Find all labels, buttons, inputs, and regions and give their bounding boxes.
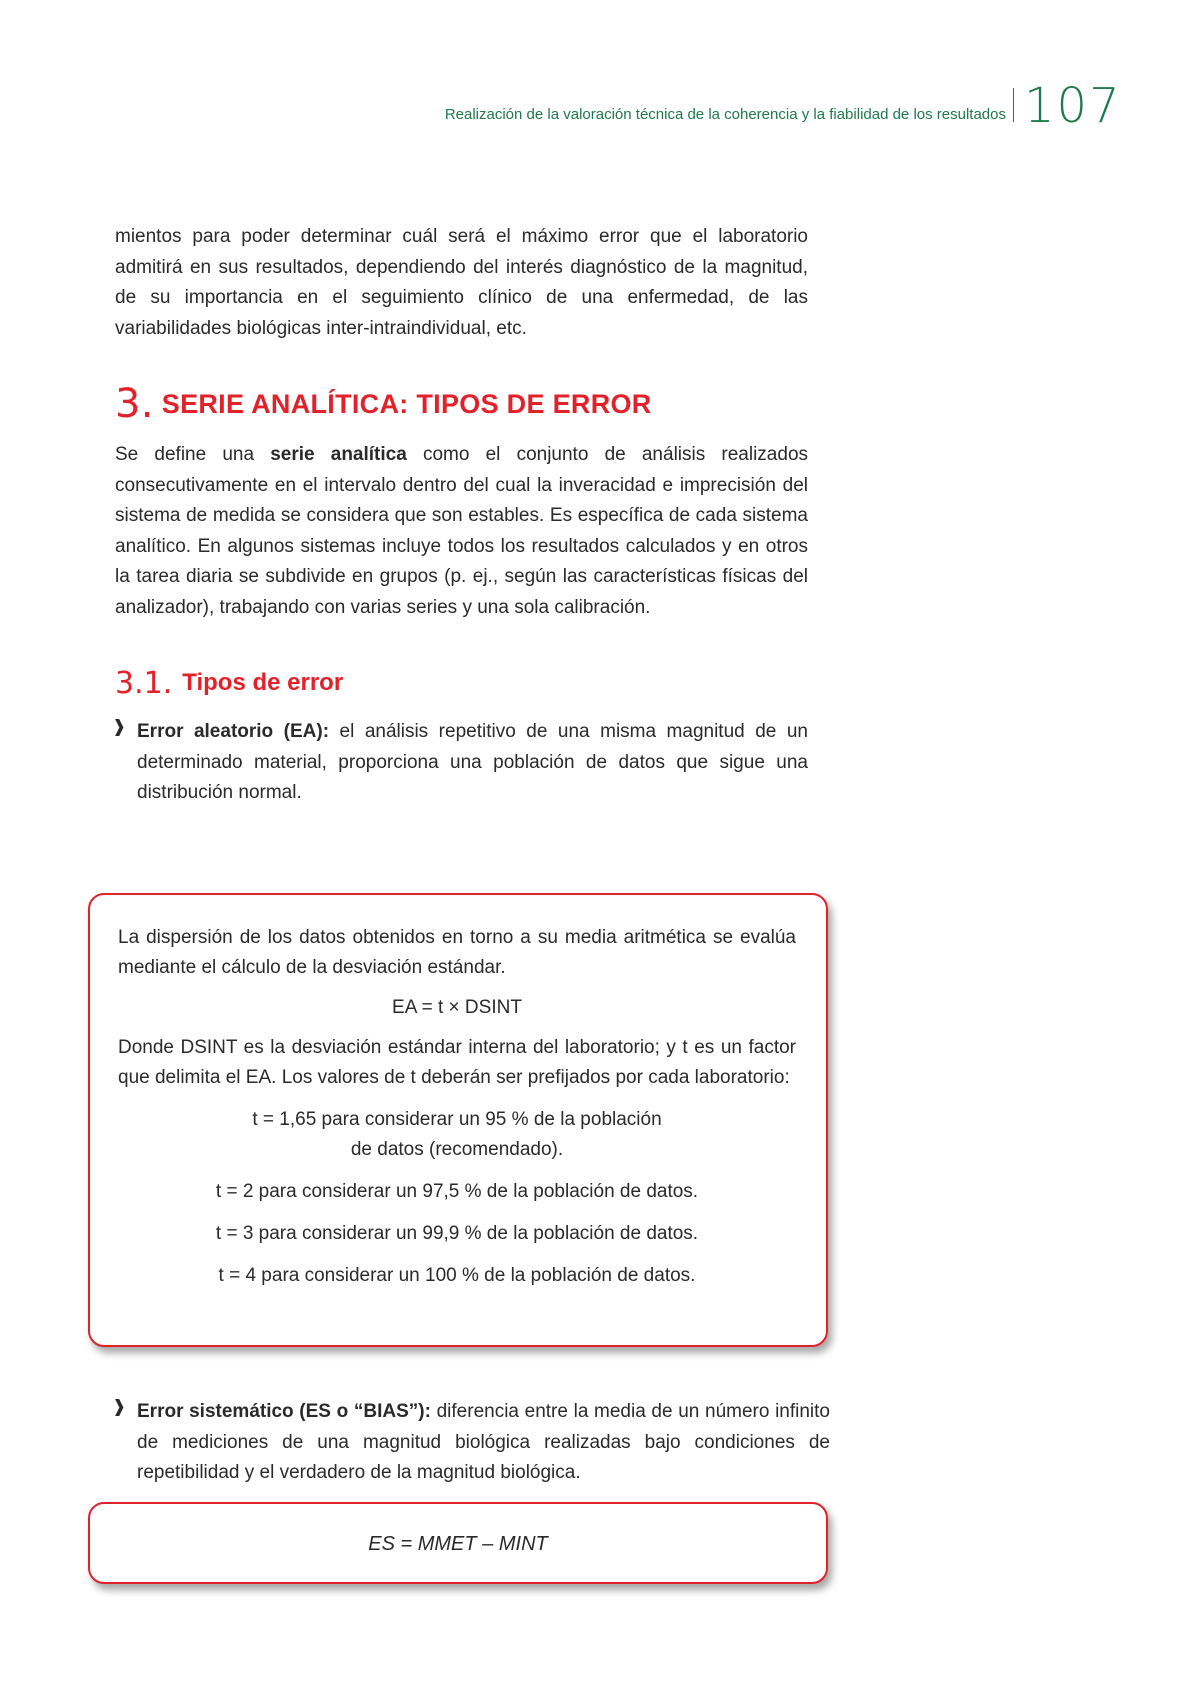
running-header-title: Realización de la valoración técnica de la coherencia y la fiabilidad de los resultados xyxy=(444,106,1006,123)
callout-box-es xyxy=(88,1502,828,1584)
section-3-title: SERIE ANALÍTICA: TIPOS DE ERROR xyxy=(161,388,652,419)
section-3-1-number: 3.1. xyxy=(115,665,173,701)
para-rest: como el conjunto de análisis realizados consecutivamente en el intervalo dentro del cual la inveracidad e imprecisión del sistema de medida se considera que son estables. Es específica de cada sistema analítico. En algunos sistemas incluye todos los resultados calculados y en otros la tarea diaria se subdivide en grupos (p. ej., según las características físicas del analizador), trabajando con varias series y una sola calibración. xyxy=(115,444,809,618)
box-ea-paragraph-2: Donde DSINT es la desviación estándar interna del laboratorio; y t es un factor que delimita el EA. Los valores de t deberán ser prefijados por cada laboratorio: xyxy=(118,1037,796,1088)
section-3-heading xyxy=(115,382,808,426)
box-ea-t1-line2: de datos (recomendado). xyxy=(350,1139,564,1160)
bullet-ea-text xyxy=(137,717,808,809)
bullet-error-aleatorio xyxy=(112,717,808,809)
bullet-marker-icon: ❱ xyxy=(112,1397,127,1416)
section-3-number: 3. xyxy=(115,381,154,427)
box-ea-t3: t = 3 para considerar un 99,9 % de la población de datos. xyxy=(215,1223,699,1244)
header-divider xyxy=(1013,88,1014,122)
page-number: 107 xyxy=(1024,78,1122,134)
bullet-es-rest: diferencia entre la media de un número infinito de mediciones de una magnitud biológica realizadas bajo condiciones de repetibilidad y el verdadero de la magnitud biológica. xyxy=(137,1401,831,1483)
section-3-1-title: Tipos de error xyxy=(182,669,344,696)
bullet-marker-icon: ❱ xyxy=(112,717,127,736)
para-prefix: Se define una xyxy=(115,444,271,465)
section-3-paragraph xyxy=(115,440,808,623)
bullet-ea-rest: el análisis repetitivo de una misma magnitud de un determinado material, proporciona una población de datos que sigue una distribución normal. xyxy=(137,721,808,803)
bullet-error-sistematico xyxy=(112,1397,831,1489)
box-ea-t2: t = 2 para considerar un 97,5 % de la población de datos. xyxy=(215,1181,699,1202)
page-header xyxy=(0,80,1196,140)
box-ea-formula: EA = t × DSINT xyxy=(392,997,522,1018)
main-content xyxy=(112,222,809,809)
callout-box-ea xyxy=(88,893,828,1347)
bullet-ea-bold: Error aleatorio (EA): xyxy=(137,721,330,742)
section-3-1-heading xyxy=(115,663,808,703)
box-ea-paragraph-1: La dispersión de los datos obtenidos en torno a su media aritmética se evalúa mediante el cálculo de la desviación estándar. xyxy=(118,927,796,978)
bullet-es-text xyxy=(137,1397,830,1489)
para-bold-term: serie analítica xyxy=(270,444,407,465)
bullet-es-bold: Error sistemático (ES o “BIAS”): xyxy=(137,1401,431,1422)
box-es-formula: ES = MMET – MINT xyxy=(368,1533,548,1555)
intro-paragraph: mientos para poder determinar cuál será el máximo error que el laboratorio admitirá en sus resultados, dependiendo del interés diagnóstico de la magnitud, de su importancia en el seguimiento clínico de una enfermedad, de las variabilidades biológicas inter-intraindividual, etc. xyxy=(115,226,808,339)
box-ea-t1-line1: t = 1,65 para considerar un 95 % de la población xyxy=(252,1109,662,1130)
box-ea-t4: t = 4 para considerar un 100 % de la población de datos. xyxy=(218,1265,696,1286)
